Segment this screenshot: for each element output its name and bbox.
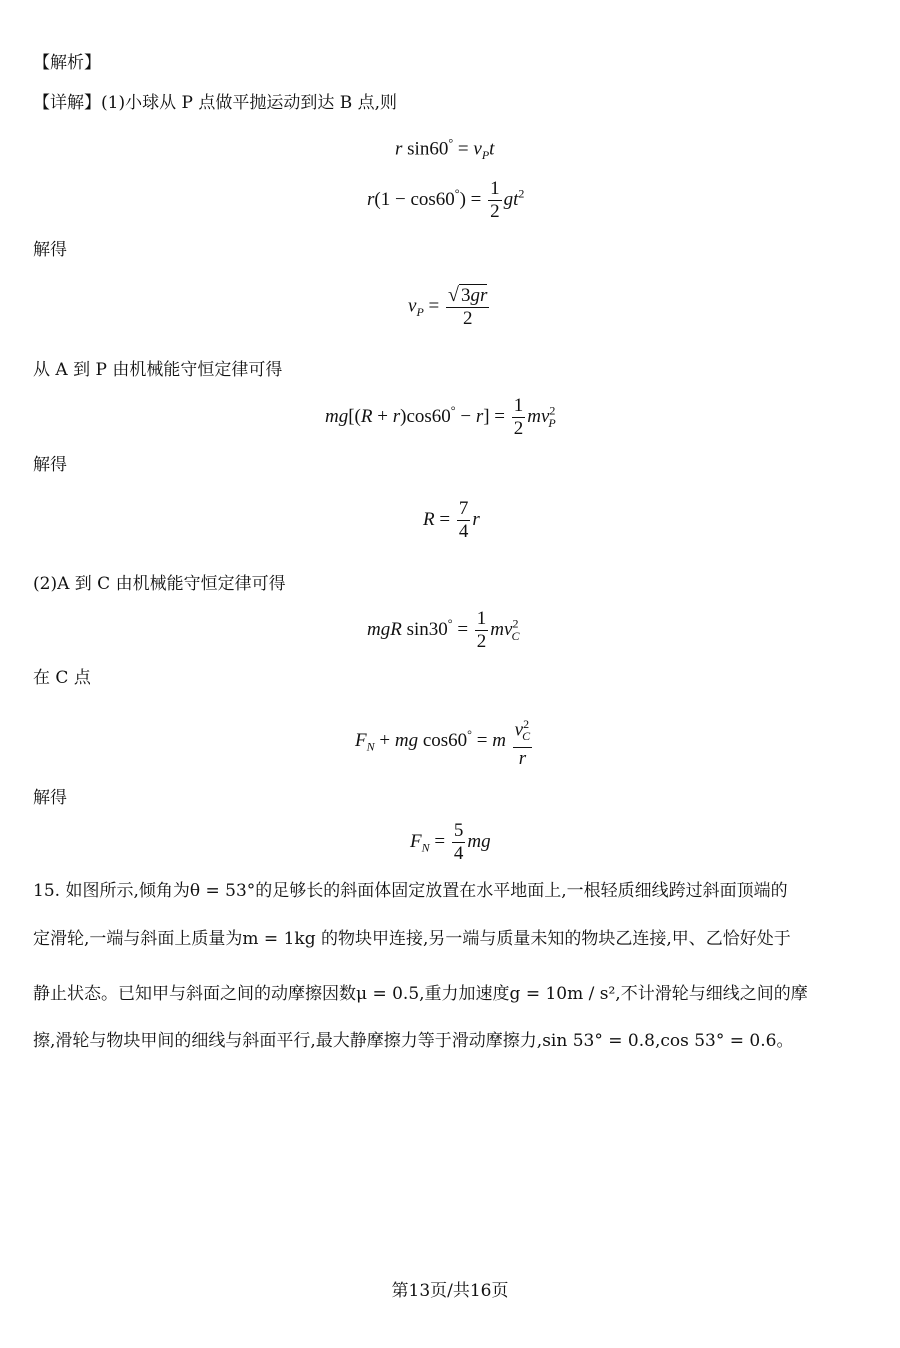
equation-1: r $\sin 60^\circ = v_Pt$ — [395, 136, 495, 163]
solution-line-3: (2)A 到 C 由机械能守恒定律可得 — [33, 574, 286, 594]
equation-3: $v_P$ = $\frac{√ 3gr}{2}$ — [408, 284, 488, 329]
question-15-line-2: 定滑轮,一端与斜面上质量为m = 1kg 的物块甲连接,另一端与质量未知的物块乙连接,甲、乙恰好处于 — [33, 929, 791, 949]
solution-line-4: 在 C 点 — [33, 668, 91, 688]
equation-5: R = $\frac{7}{4}$ r — [423, 498, 480, 542]
line-1-text: (1)小球从 P 点做平抛运动到达 B 点,则 — [101, 93, 398, 113]
question-15-line-3: 静止状态。已知甲与斜面之间的动摩擦因数μ = 0.5,重力加速度g = 10m / s²,不计滑轮与细线之间的摩 — [33, 984, 808, 1004]
question-15-line-4: 擦,滑轮与物块甲间的细线与斜面平行,最大静摩擦力等于滑动摩擦力,sin 53° = 0.8,cos 53° = 0.6。 — [33, 1031, 794, 1051]
detail-label: 【详解】 — [33, 93, 101, 113]
question-15-line-1: 15. 如图所示,倾角为θ = 53°的足够长的斜面体固定放置在水平地面上,一根轻质细线跨过斜面顶端的 — [33, 881, 788, 901]
equation-8: $F_N$ = $\frac{5}{4}$ mg — [410, 820, 491, 864]
page-footer: 第13页/共16页 — [391, 1281, 509, 1301]
equation-6: mgR sin30° = $\frac{1}{2}$ $mv^2_C$ — [367, 608, 520, 652]
equation-7: $F_N$ + mg cos60° = m $\frac{v^2_C}{r}$ — [355, 713, 534, 770]
equation-2: r(1 − cos60°) = $\frac{1}{2}$ $gt^2$ — [367, 178, 525, 222]
section-label: 【解析】 — [33, 53, 101, 73]
solution-line-2: 从 A 到 P 由机械能守恒定律可得 — [33, 360, 283, 380]
jiede-3: 解得 — [33, 788, 67, 808]
jiede-1: 解得 — [33, 240, 67, 260]
equation-4: mg[(R + r)cos60° − r] = $\frac{1}{2}$ $mv^2_P$ — [325, 395, 556, 439]
jiede-2: 解得 — [33, 455, 67, 475]
solution-line-1 — [33, 92, 397, 114]
